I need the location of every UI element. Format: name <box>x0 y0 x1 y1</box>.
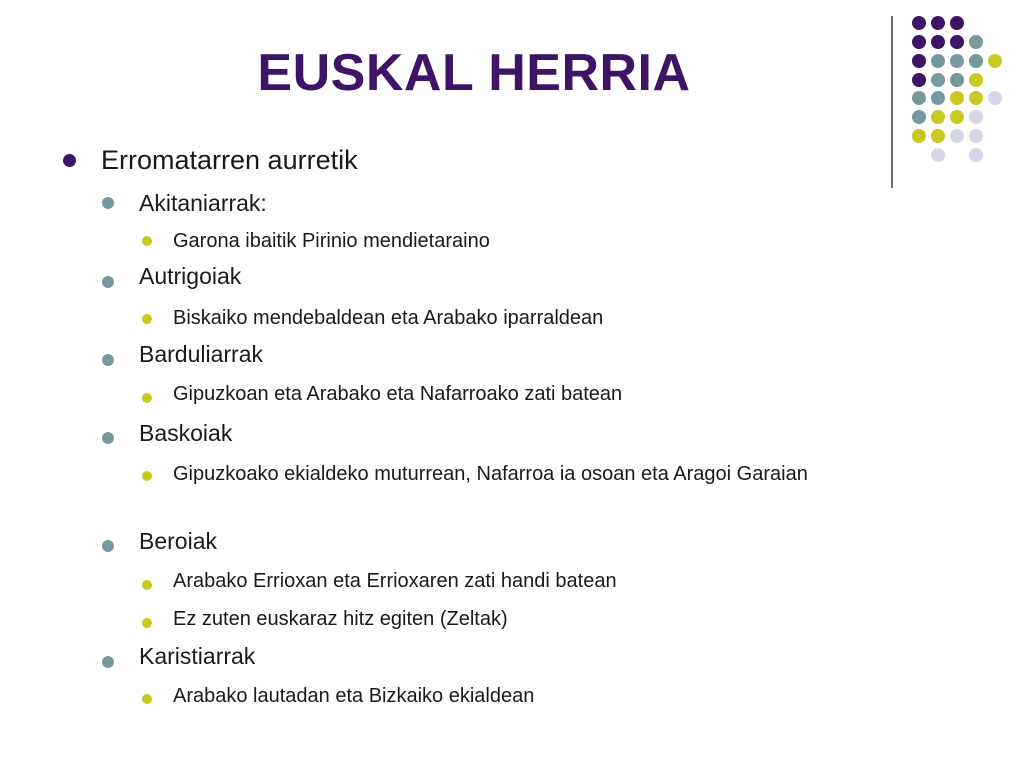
list-item-text: Biskaiko mendebaldean eta Arabako iparraldean <box>173 307 604 329</box>
bullet-icon <box>102 197 114 209</box>
bullet-icon <box>142 618 152 628</box>
bullet-icon <box>102 432 114 444</box>
bullet-icon <box>102 354 114 366</box>
bullet-icon <box>102 656 114 668</box>
list-item-text: Erromatarren aurretik <box>101 145 358 175</box>
bullet-icon <box>142 580 152 590</box>
bullet-icon <box>142 471 152 481</box>
bullet-icon <box>142 393 152 403</box>
bullet-icon <box>102 276 114 288</box>
list-item-text: Ez zuten euskaraz hitz egiten (Zeltak) <box>173 608 508 630</box>
list-item-text: Akitaniarrak: <box>139 190 267 216</box>
list-item-text: Beroiak <box>139 528 217 554</box>
bullet-icon <box>142 314 152 324</box>
list-item-text: Barduliarrak <box>139 341 263 367</box>
bullet-icon <box>142 694 152 704</box>
list-item-text: Autrigoiak <box>139 263 242 289</box>
bullet-icon <box>142 236 152 246</box>
list-item-text: Garona ibaitik Pirinio mendietaraino <box>173 230 490 252</box>
list-item-text: Gipuzkoako ekialdeko muturrean, Nafarroa ia osoan eta Aragoi Garaian <box>173 463 808 485</box>
slide-title: EUSKAL HERRIA <box>257 44 691 102</box>
bullet-icon <box>102 540 114 552</box>
list-item-text: Gipuzkoan eta Arabako eta Nafarroako zati batean <box>173 383 623 405</box>
list-item-text: Arabako lautadan eta Bizkaiko ekialdean <box>173 685 535 707</box>
bullet-icon <box>63 154 76 167</box>
list-item-text: Karistiarrak <box>139 643 256 669</box>
list-item-text: Arabako Errioxan eta Errioxaren zati handi batean <box>173 570 617 592</box>
list-item-text: Baskoiak <box>139 420 233 446</box>
